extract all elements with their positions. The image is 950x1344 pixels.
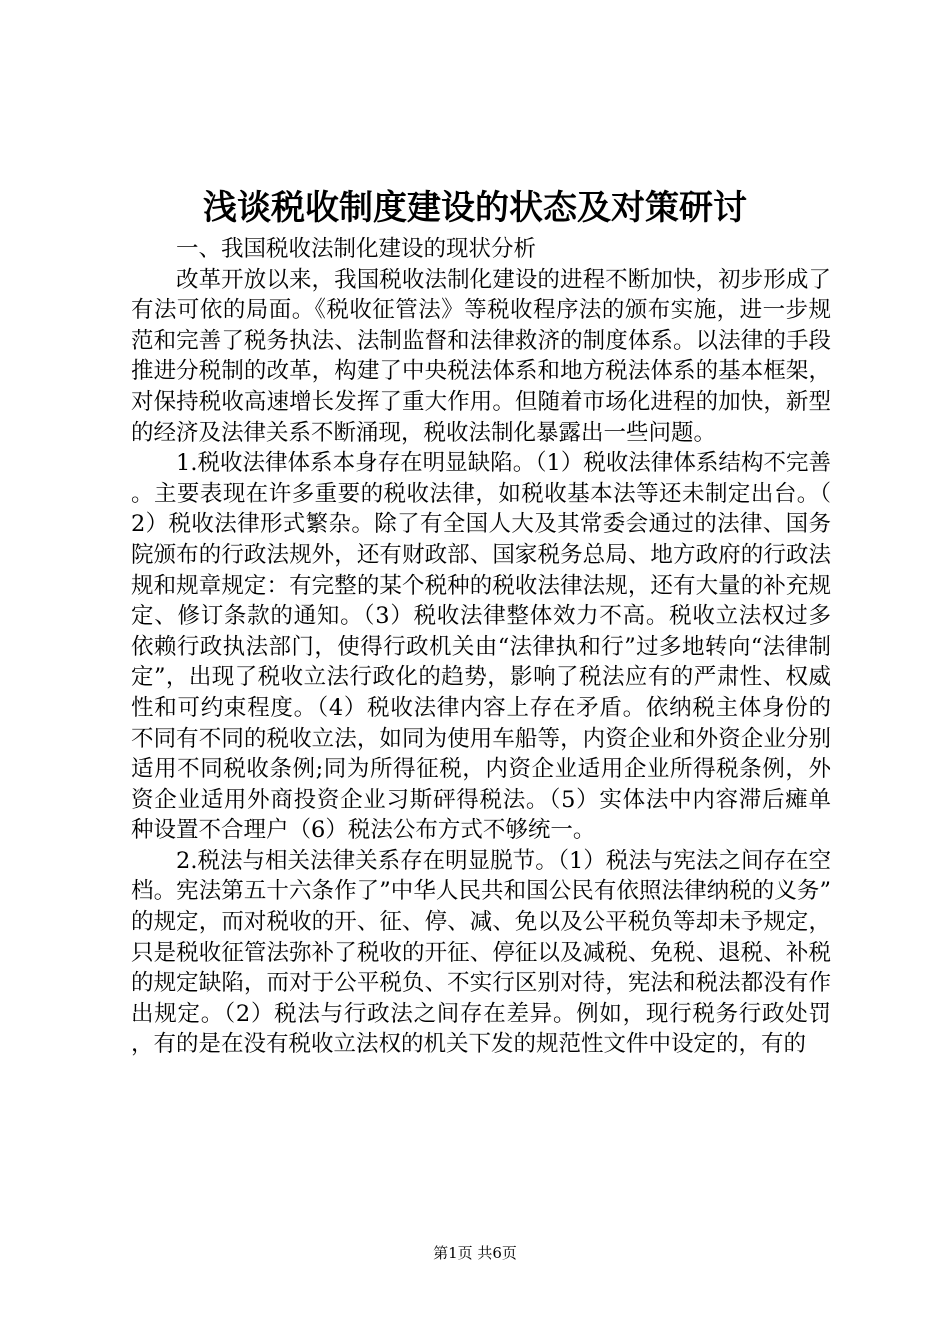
paragraph-point-2: 2.税法与相关法律关系存在明显脱节。（1）税法与宪法之间存在空档。宪法第五十六条作了”中华人民共和国公民有依照法律纳税的义务”的规定，而对税收的开、征、停、减、免以及公平税负等却未予规定，只是税收征管法弥补了税收的开征、停征以及减税、免税、退税、补税的规定缺陷，而对于公平税负、不实行区别对待，宪法和税法都没有作出规定。（2）税法与行政法之间存在差异。例如，现行税务行政处罚，有的是在没有税收立法权的机关下发的规范性文件中设定的，有的	[131, 847, 831, 1058]
paragraph-intro: 改革开放以来，我国税收法制化建设的进程不断加快，初步形成了有法可依的局面。《税收征管法》等税收程序法的颁布实施，进一步规范和完善了税务执法、法制监督和法律救济的制度体系。以法律的手段推进分税制的改革，构建了中央税法体系和地方税法体系的基本框架，对保持税收高速增长发挥了重大作用。但随着市场化进程的加快，新型的经济及法律关系不断涌现，税收法制化暴露出一些问题。	[131, 266, 831, 446]
page-footer: 第1页 共6页	[433, 1244, 517, 1262]
paragraph-point-1: 1.税收法律体系本身存在明显缺陷。（1）税收法律体系结构不完善。主要表现在许多重要的税收法律，如税收基本法等还未制定出台。（2）税收法律形式繁杂。除了有全国人大及其常委会通过的法律、国务院颁布的行政法规外，还有财政部、国家税务总局、地方政府的行政法规和规章规定：有完整的某个税种的税收法律法规，还有大量的补充规定、修订条款的通知。（3）税收法律整体效力不高。税收立法权过多依赖行政执法部门，使得行政机关由“法律执和行”过多地转向“法律制定”，出现了税收立法行政化的趋势，影响了税法应有的严肃性、权威性和可约束程度。（4）税收法律内容上存在矛盾。依纳税主体身份的不同有不同的税收立法，如同为使用车船等，内资企业和外资企业分别适用不同税收条例;同为所得征税，内资企业适用企业所得税条例，外资企业适用外商投资企业习斯砰得税法。（5）实体法中内容滞后瘫单种设置不合理户（6）税法公布方式不够统一。	[131, 450, 831, 844]
document-title: 浅谈税收制度建设的状态及对策研讨	[203, 188, 747, 228]
section-heading: 一、我国税收法制化建设的现状分析	[176, 236, 537, 262]
document-body	[131, 234, 831, 1060]
